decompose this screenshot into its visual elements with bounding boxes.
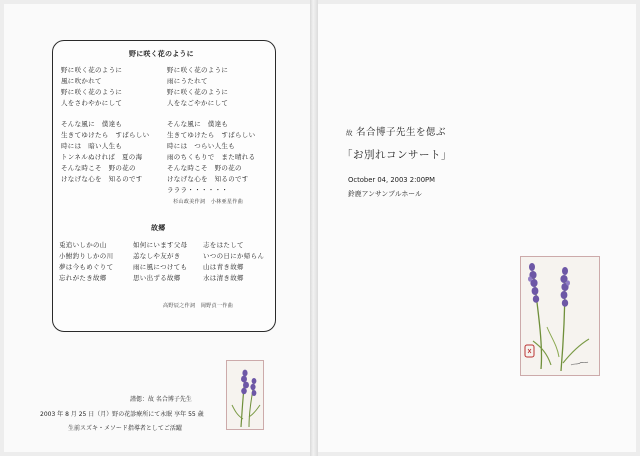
concert-venue: 鈴鹿アンサンブルホール xyxy=(348,190,422,198)
lavender-drawing xyxy=(521,257,599,375)
lyric-line: 雨に風につけても xyxy=(133,263,188,271)
lyrics-box xyxy=(52,40,276,332)
lyric-line: 人をなごやかにして xyxy=(167,99,229,107)
lyric-line: 小鮒釣りしかの川 xyxy=(59,252,114,260)
lyric-line: 思い出ずる故郷 xyxy=(133,274,181,282)
lyrics-column xyxy=(61,119,149,185)
lyric-line: 雨のちくもりで また晴れる xyxy=(167,153,256,161)
lyric-line: 人をさわやかにして xyxy=(61,99,123,107)
lyric-line: そんな時こそ 野の花の xyxy=(61,164,136,172)
prefix-label: 故 xyxy=(346,129,353,137)
lyric-line: けなげな心を 知るのです xyxy=(167,175,249,183)
lyric-line: そんな時こそ 野の花の xyxy=(167,164,242,172)
memorial-date: 2003 年 8 月 25 日（月）野の花診療所にて永眠 享年 55 歳 xyxy=(40,411,204,418)
lyrics-column xyxy=(133,240,187,284)
lyrics-column xyxy=(203,240,264,284)
lyric-line: トンネルぬければ 夏の海 xyxy=(61,153,143,161)
lyric-line: 志をはたして xyxy=(203,241,244,249)
lyric-line: 時には つらい人生も xyxy=(167,142,235,150)
lyric-line: けなげな心を 知るのです xyxy=(61,175,143,183)
song-title: 故郷 xyxy=(151,224,166,232)
lyric-line: 風に吹かれて xyxy=(61,77,102,85)
lavender-drawing xyxy=(227,361,263,429)
concert-date: October 04, 2003 2:00PM xyxy=(348,176,436,184)
right-page xyxy=(318,4,636,452)
lyric-line: 忘れがたき故郷 xyxy=(59,274,107,282)
lyric-line: 野に咲く花のように xyxy=(167,88,229,96)
lyric-line: 野に咲く花のように xyxy=(167,66,229,74)
lyric-line: 夢は今もめぐりて xyxy=(59,263,114,271)
lyric-line: いつの日にか帰らん xyxy=(203,252,265,260)
memorial-name: 謹偲：故 名合博子先生 xyxy=(130,396,192,403)
song-credit: 高野辰之作詞 岡野貞一作曲 xyxy=(163,303,234,309)
lyric-line: 水は清き故郷 xyxy=(203,274,244,282)
memorial-note: 生前スズキ・メソード指導者としてご活躍 xyxy=(68,425,182,432)
memorial-heading: 名合博子先生を偲ぶ xyxy=(356,127,447,138)
lyric-line: ラララ・・・・・・ xyxy=(167,186,229,194)
lyric-line: 恙なしや友がき xyxy=(133,252,181,260)
lyric-line: そんな風に 僕達も xyxy=(167,120,229,128)
concert-title: 「お別れコンサート」 xyxy=(342,149,452,161)
lyrics-column xyxy=(61,65,122,109)
page-gutter xyxy=(310,0,318,456)
lyrics-column xyxy=(167,65,228,109)
lavender-illustration xyxy=(226,360,264,430)
left-page xyxy=(4,4,310,452)
lyric-line: 野に咲く花のように xyxy=(61,66,123,74)
lyric-line: 野に咲く花のように xyxy=(61,88,123,96)
lyrics-column xyxy=(167,119,255,196)
lyrics-column xyxy=(59,240,113,284)
lyric-line: 兎追いしかの山 xyxy=(59,241,107,249)
song-title: 野に咲く花のように xyxy=(129,50,194,58)
lyric-line: 生きてゆけたら すばらしい xyxy=(61,131,150,139)
lyric-line: そんな風に 僕達も xyxy=(61,120,123,128)
lyric-line: 山は青き故郷 xyxy=(203,263,244,271)
lyric-line: 雨にうたれて xyxy=(167,77,208,85)
song-credit: 杉山政美作詞 小林亜星作曲 xyxy=(173,199,244,205)
lyric-line: 生きてゆけたら すばらしい xyxy=(167,131,256,139)
lyric-line: 如何にいます父母 xyxy=(133,241,188,249)
lyric-line: 時には 暗い人生も xyxy=(61,142,123,150)
lavender-illustration xyxy=(520,256,600,376)
